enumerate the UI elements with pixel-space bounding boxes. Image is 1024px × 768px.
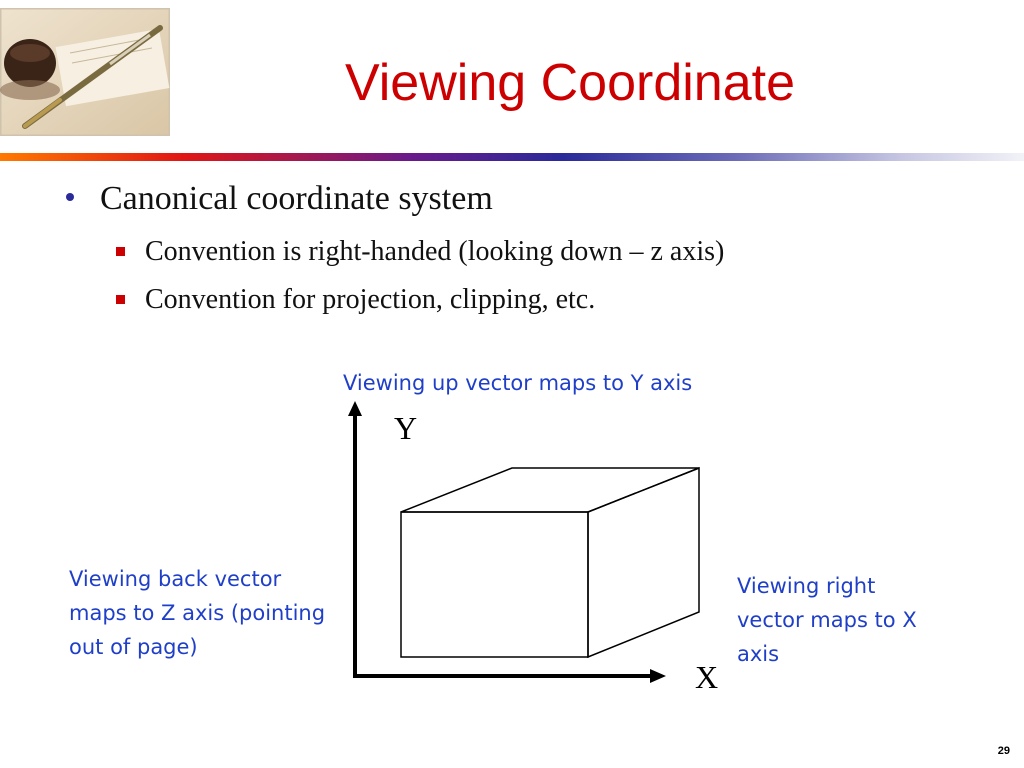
bullet-level1: [66, 180, 493, 218]
bullet-level2-text: Convention is right-handed (looking down – z axis): [145, 236, 725, 267]
right-vector-label: Viewing right vector maps to X axis: [737, 574, 917, 666]
y-axis-label: Y: [394, 410, 418, 446]
title-divider: [0, 153, 1024, 161]
bullet-square-icon: [116, 295, 125, 304]
x-axis-label: X: [695, 659, 719, 695]
x-axis-arrowhead: [650, 669, 666, 683]
y-axis-arrowhead: [348, 401, 362, 416]
bullet-level2-text: Convention for projection, clipping, etc.: [145, 284, 596, 315]
page-number: 29: [997, 745, 1010, 757]
back-vector-label: Viewing back vector maps to Z axis (pointing out of page): [69, 567, 326, 659]
cube-right-face: [588, 468, 699, 657]
bullet-square-icon: [116, 247, 125, 256]
bullet-dot-icon: [66, 193, 74, 201]
pen-and-inkwell-photo: [0, 8, 170, 136]
page-title: Viewing Coordinate: [345, 54, 795, 112]
cube-front-face: [401, 512, 588, 657]
bullet-level2-item: [116, 284, 595, 316]
bullet-level2-item: [116, 236, 724, 268]
cube-top-face: [401, 468, 699, 512]
bullet-level1-text: Canonical coordinate system: [100, 180, 493, 217]
up-vector-label: Viewing up vector maps to Y axis: [343, 371, 693, 395]
